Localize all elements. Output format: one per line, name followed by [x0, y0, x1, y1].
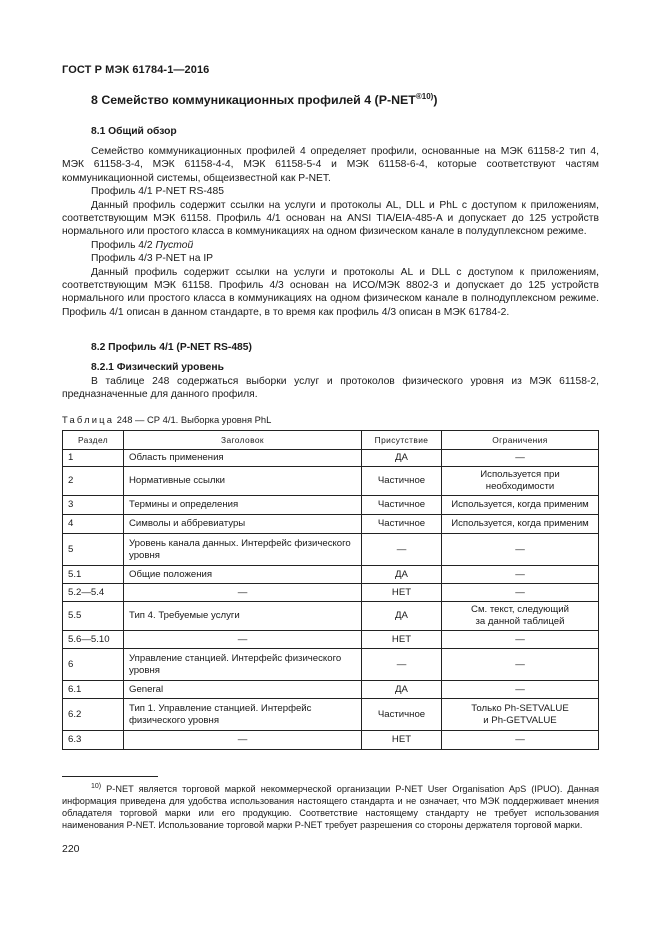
- presence-cell: ДА: [362, 450, 442, 467]
- column-header: Присутствие: [362, 431, 442, 450]
- presence-cell: Частичное: [362, 467, 442, 496]
- constraints-cell: —: [442, 566, 599, 584]
- section-8-1-heading: 8.1 Общий обзор: [91, 126, 177, 137]
- section-cell: 6.1: [63, 681, 124, 699]
- section-cell: 5.1: [63, 566, 124, 584]
- constraints-cell: См. текст, следующий за данной таблицей: [442, 602, 599, 631]
- presence-cell: НЕТ: [362, 731, 442, 750]
- section-8-2-heading: 8.2 Профиль 4/1 (P-NET RS-485): [91, 342, 252, 353]
- paragraph: Семейство коммуникационных профилей 4 определяет профили, основанные на МЭК 61158-2 тип 4, МЭК 61158-3-4, МЭК 61158-4-4, МЭК 61158-5-4 и МЭК 61158-6-4, которые соответствуют частям коммуникационной системы, общеизвестной как P-NET.: [62, 146, 599, 184]
- section-8-2-1-body: [62, 375, 599, 402]
- presence-cell: ДА: [362, 681, 442, 699]
- section-cell: 6.2: [63, 699, 124, 731]
- presence-cell: ДА: [362, 602, 442, 631]
- section-cell: 4: [63, 515, 124, 534]
- table-row: [63, 602, 599, 631]
- presence-cell: НЕТ: [362, 631, 442, 649]
- table-header-row: [63, 431, 599, 450]
- title-cell: Общие положения: [124, 566, 362, 584]
- table-row: [63, 534, 599, 566]
- running-header: ГОСТ Р МЭК 61784-1—2016: [62, 64, 210, 76]
- column-header: Заголовок: [124, 431, 362, 450]
- title-cell: Область применения: [124, 450, 362, 467]
- phl-selection-table: [62, 430, 599, 750]
- constraints-cell: —: [442, 450, 599, 467]
- constraints-cell: Используется при необходимости: [442, 467, 599, 496]
- column-header: Ограничения: [442, 431, 599, 450]
- presence-cell: НЕТ: [362, 584, 442, 602]
- constraints-cell: —: [442, 649, 599, 681]
- constraints-cell: —: [442, 534, 599, 566]
- constraints-cell: —: [442, 584, 599, 602]
- title-cell: Нормативные ссылки: [124, 467, 362, 496]
- title-cell: Управление станцией. Интерфейс физического уровня: [124, 649, 362, 681]
- title-cell: Символы и аббревиатуры: [124, 515, 362, 534]
- constraints-cell: Используется, когда применим: [442, 496, 599, 515]
- table-row: [63, 731, 599, 750]
- section-cell: 2: [63, 467, 124, 496]
- section-cell: 5.2—5.4: [63, 584, 124, 602]
- paragraph: Профиль 4/1 P-NET RS-485: [91, 186, 224, 198]
- title-cell: Уровень канала данных. Интерфейс физического уровня: [124, 534, 362, 566]
- section-8-heading: 8 Семейство коммуникационных профилей 4 $(P-NET^{®10)})$: [91, 92, 438, 108]
- paragraph: Профиль 4/3 P-NET на IP: [91, 253, 214, 265]
- paragraph: В таблице 248 содержаться выборки услуг и протоколов физического уровня из МЭК 61158-2, предназначенные для данного профиля.: [62, 376, 599, 401]
- title-cell: —: [124, 584, 362, 602]
- title-cell: General: [124, 681, 362, 699]
- presence-cell: ДА: [362, 566, 442, 584]
- table-row: [63, 515, 599, 534]
- section-cell: 5: [63, 534, 124, 566]
- section-cell: 1: [63, 450, 124, 467]
- table-row: [63, 649, 599, 681]
- page-number: 220: [62, 843, 80, 855]
- title-cell: —: [124, 631, 362, 649]
- footnote-separator: [62, 776, 158, 777]
- constraints-cell: Используется, когда применим: [442, 515, 599, 534]
- table-row: [63, 681, 599, 699]
- presence-cell: Частичное: [362, 515, 442, 534]
- presence-cell: Частичное: [362, 496, 442, 515]
- title-cell: Термины и определения: [124, 496, 362, 515]
- paragraph: Данный профиль содержит ссылки на услуги и протоколы AL и DLL с доступом к приложениям, соответствующим МЭК 61158. Профиль 4/3 основан на ИСО/МЭК 8802-3 и допускает до 125 устройств нормального или простого класса в коммуникациях на одном физическом канале в полнодуплексном режиме. Профиль 4/1 описан в данном стандарте, в то время как профиль 4/3 описан в МЭК 61784-2.: [62, 266, 599, 318]
- table-row: [63, 450, 599, 467]
- title-cell: Тип 4. Требуемые услуги: [124, 602, 362, 631]
- presence-cell: —: [362, 649, 442, 681]
- paragraph: Данный профиль содержит ссылки на услуги и протоколы AL, DLL и PhL с доступом к приложениям, соответствующим МЭК 61158. Профиль 4/1 основан на ANSI TIA/EIA-485-A и допускает до 125 устройств нормального или простого класса в коммуникациях на одном физическом канале в полудуплексном режиме.: [62, 199, 599, 238]
- presence-cell: —: [362, 534, 442, 566]
- title-cell: —: [124, 731, 362, 750]
- constraints-cell: —: [442, 681, 599, 699]
- section-cell: 6: [63, 649, 124, 681]
- section-cell: 3: [63, 496, 124, 515]
- table-row: [63, 584, 599, 602]
- section-cell: 5.5: [63, 602, 124, 631]
- table-row: [63, 496, 599, 515]
- table-row: [63, 699, 599, 731]
- constraints-cell: —: [442, 631, 599, 649]
- title-cell: Тип 1. Управление станцией. Интерфейс физического уровня: [124, 699, 362, 731]
- paragraph: Профиль 4/2 Пустой: [91, 239, 194, 251]
- table-row: [63, 467, 599, 496]
- table-row: [63, 566, 599, 584]
- footnote: $^{10)}$ P-NET является торговой маркой некоммерческой организации P-NET User Organisation ApS (IPUO). Данная информация приведена для удобства использования настоящего стандарта и не означает, что МЭК поддерживает мнения обладателя торговой марки или его продукцию. Соответствие настоящему стандарту не требует использования наименования P-NET. Использование торговой марки P-NET требует разрешения со стороны держателя торговой марки.: [62, 783, 599, 830]
- section-8-2-1-heading: 8.2.1 Физический уровень: [91, 362, 224, 373]
- section-cell: 5.6—5.10: [63, 631, 124, 649]
- table-row: [63, 631, 599, 649]
- constraints-cell: Только Ph-SETVALUE и Ph-GETVALUE: [442, 699, 599, 731]
- column-header: Раздел: [63, 431, 124, 450]
- presence-cell: Частичное: [362, 699, 442, 731]
- constraints-cell: —: [442, 731, 599, 750]
- section-cell: 6.3: [63, 731, 124, 750]
- section-8-1-body: [62, 145, 599, 319]
- table-caption: Таблица 248 — СР 4/1. Выборка уровня PhL: [62, 414, 272, 425]
